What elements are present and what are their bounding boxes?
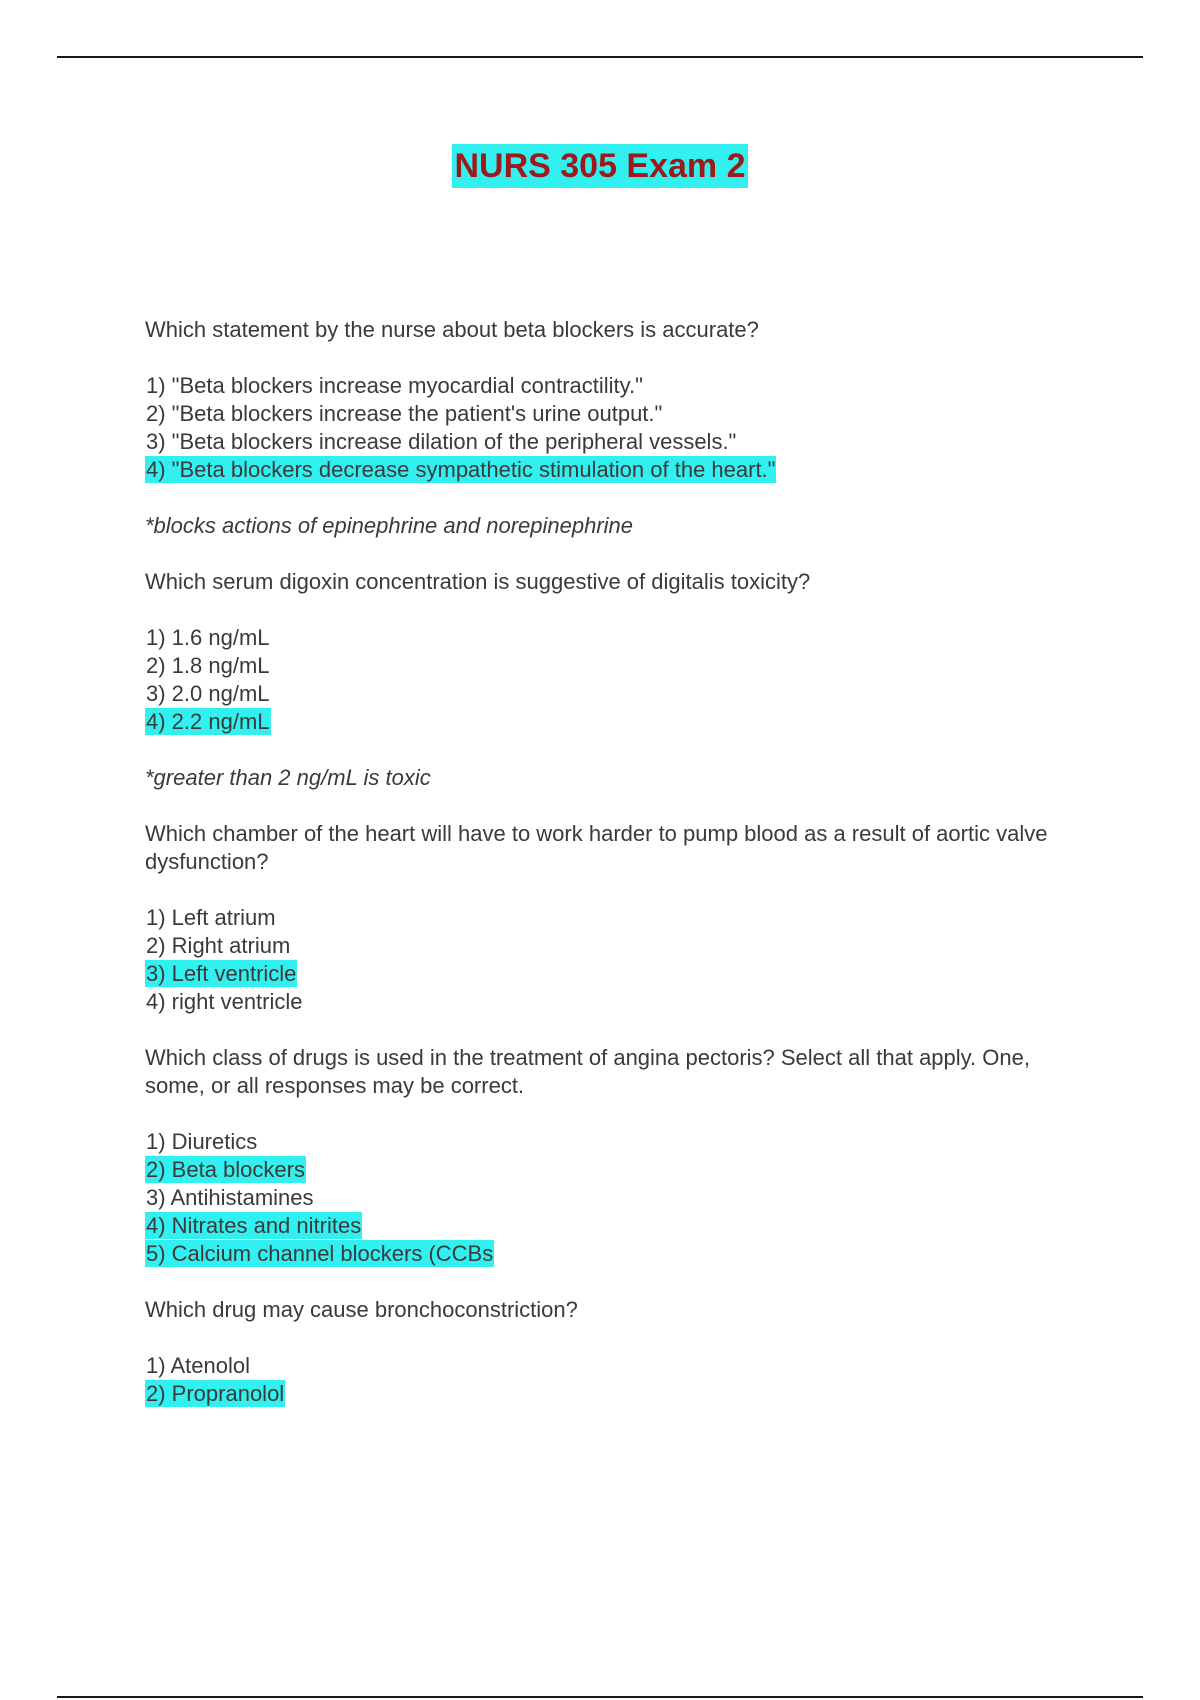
highlighted-answer: 2) Beta blockers — [146, 1157, 305, 1182]
answer-option — [145, 652, 1090, 680]
highlighted-answer: 4) Nitrates and nitrites — [146, 1213, 362, 1238]
highlighted-answer: 2) Propranolol — [146, 1381, 285, 1406]
answer-text: 3) Antihistamines — [146, 1185, 314, 1210]
rationale-note: *blocks actions of epinephrine and norepinephrine — [145, 513, 634, 538]
answer-option — [145, 456, 1090, 484]
title-container — [0, 144, 1200, 188]
answer-option — [145, 1156, 1090, 1184]
answer-text: 3) 2.0 ng/mL — [146, 681, 270, 706]
answer-text: 1) Atenolol — [146, 1353, 250, 1378]
highlighted-answer: 4) 2.2 ng/mL — [146, 709, 270, 734]
answer-options — [145, 372, 1090, 484]
answer-text: 2) Right atrium — [146, 933, 291, 958]
answer-text: 1) Left atrium — [146, 905, 276, 930]
rationale-note: *greater than 2 ng/mL is toxic — [145, 765, 431, 790]
answer-option — [145, 1212, 1090, 1240]
highlighted-answer: 3) Left ventricle — [146, 961, 297, 986]
answer-text: 1) 1.6 ng/mL — [146, 625, 270, 650]
answer-option — [145, 708, 1090, 736]
answer-option — [145, 372, 1090, 400]
question-block — [145, 568, 1090, 792]
question-list — [145, 316, 1090, 1436]
answer-option — [145, 960, 1090, 988]
answer-option — [145, 904, 1090, 932]
question-text: Which serum digoxin concentration is suggestive of digitalis toxicity? — [145, 569, 811, 594]
highlighted-answer: 4) "Beta blockers decrease sympathetic stimulation of the heart." — [146, 457, 776, 482]
answer-option — [145, 1380, 1090, 1408]
answer-text: 3) "Beta blockers increase dilation of the peripheral vessels." — [146, 429, 737, 454]
answer-option — [145, 680, 1090, 708]
question-text: Which class of drugs is used in the treatment of angina pectoris? Select all that apply. One, some, or all responses may be correct. — [145, 1045, 1030, 1098]
highlighted-answer: 5) Calcium channel blockers (CCBs — [146, 1241, 494, 1266]
answer-text: 4) right ventricle — [146, 989, 303, 1014]
answer-options — [145, 904, 1090, 1016]
answer-options — [145, 624, 1090, 736]
answer-option — [145, 1184, 1090, 1212]
question-block — [145, 1296, 1090, 1408]
answer-option — [145, 1240, 1090, 1268]
answer-option — [145, 428, 1090, 456]
answer-text: 2) 1.8 ng/mL — [146, 653, 270, 678]
question-text: Which statement by the nurse about beta blockers is accurate? — [145, 317, 759, 342]
answer-text: 1) Diuretics — [146, 1129, 258, 1154]
answer-options — [145, 1128, 1090, 1268]
question-block — [145, 820, 1090, 1016]
answer-option — [145, 624, 1090, 652]
answer-option — [145, 400, 1090, 428]
answer-option — [145, 932, 1090, 960]
question-text: Which drug may cause bronchoconstriction? — [145, 1297, 578, 1322]
answer-text: 2) "Beta blockers increase the patient's urine output." — [146, 401, 663, 426]
question-text: Which chamber of the heart will have to work harder to pump blood as a result of aortic valve dysfunction? — [145, 821, 1048, 874]
answer-text: 1) "Beta blockers increase myocardial contractility." — [146, 373, 643, 398]
question-block — [145, 316, 1090, 540]
top-rule — [57, 56, 1143, 58]
answer-option — [145, 1128, 1090, 1156]
answer-options — [145, 1352, 1090, 1408]
bottom-rule — [57, 1696, 1143, 1698]
question-block — [145, 1044, 1090, 1268]
answer-option — [145, 988, 1090, 1016]
answer-option — [145, 1352, 1090, 1380]
document-title: NURS 305 Exam 2 — [452, 144, 747, 188]
